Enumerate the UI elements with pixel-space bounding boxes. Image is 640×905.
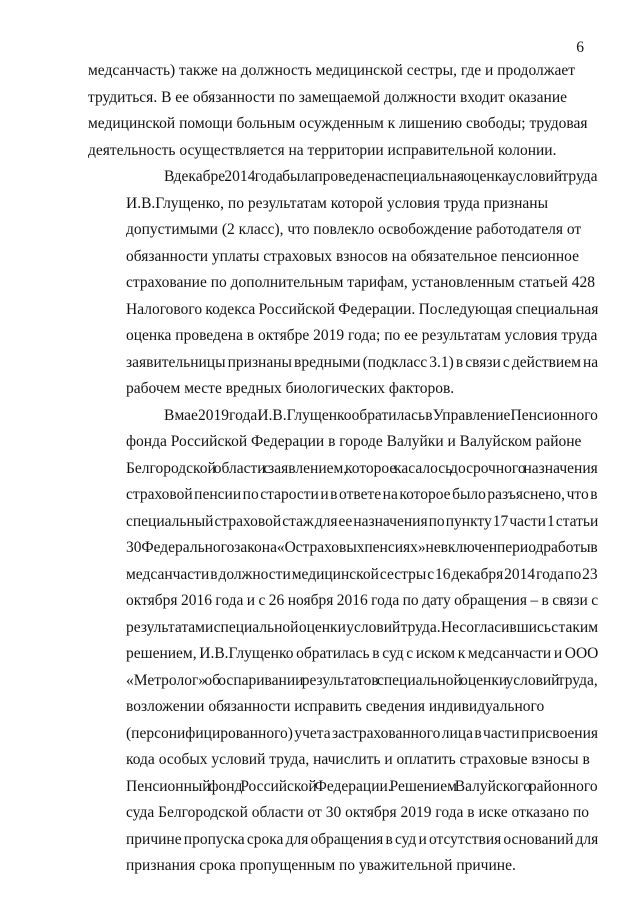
text-line: Пенсионный фонд Российской Федерации. Решением Валуйского районного [126, 777, 598, 795]
text-line: Налогового кодекса Российской Федерации. Последующая специальная [126, 300, 599, 318]
text-line: допустимыми (2 класс), что повлекло освобождение работодателя от [126, 221, 582, 238]
paragraph [88, 403, 598, 880]
text-line: оценка проведена в октябре 2019 года; по ее результатам условия труда [126, 327, 598, 344]
text-line: результатами специальной оценки условий труда. Не согласившись с таким [126, 618, 598, 636]
text-line: специальный страховой стаж для ее назначения по пункту 17 части 1 статьи [126, 512, 599, 530]
paragraph [88, 58, 598, 164]
text-line: заявительницы признаны вредными (подкласс 3.1) в связи с действием на [126, 353, 599, 371]
text-line: медсанчасти в должности медицинской сестры с 16 декабря 2014 года по 23 [126, 565, 598, 583]
text-line: медицинской помощи больным осужденным к лишению свободы; трудовая [88, 115, 588, 132]
text-line: страховой пенсии по старости и в ответе на которое было разъяснено, что в [126, 486, 598, 503]
text-line: возложении обязанности исправить сведения индивидуального [126, 698, 545, 715]
text-line: фонда Российской Федерации в городе Валуйки и Валуйском районе [126, 433, 582, 450]
text-line: решением, И.В.Глущенко обратилась в суд с иском к медсанчасти и ООО [126, 645, 599, 662]
text-line: (персонифицированного) учета застрахованного лица в части присвоения [126, 724, 599, 742]
text-line: страхование по дополнительным тарифам, установленным статьей 428 [126, 274, 596, 291]
text-line: трудиться. В ее обязанности по замещаемой должности входит оказание [88, 88, 568, 106]
document-body [88, 58, 598, 880]
paragraph [88, 164, 598, 403]
text-line: признания срока пропущенным по уважительной причине. [126, 857, 516, 874]
text-line: И.В.Глущенко, по результатам которой условия труда признаны [126, 194, 548, 212]
text-line: деятельность осуществляется на территории исправительной колонии. [88, 141, 557, 159]
text-line: причине пропуска срока для обращения в суд и отсутствия оснований для [126, 830, 599, 848]
text-line: октября 2016 года и с 26 ноября 2016 года по дату обращения – в связи с [126, 592, 599, 609]
text-line: медсанчасть) также на должность медицинской сестры, где и продолжает [88, 62, 575, 79]
text-line: рабочем месте вредных биологических факторов. [126, 380, 455, 397]
text-line: 30 Федерального закона «О страховых пенсиях» не включен период работы в [126, 539, 598, 556]
text-line: В мае 2019 года И.В.Глущенко обратилась в Управление Пенсионного [164, 406, 598, 424]
text-line: В декабре 2014 года была проведена специальная оценка условий труда [164, 168, 598, 185]
page-number: 6 [576, 39, 584, 56]
text-line: суда Белгородской области от 30 октября 2019 года в иске отказано по [126, 804, 590, 821]
text-line: «Метролог» об оспаривании результатов специальной оценки условий труда, [126, 671, 598, 689]
text-line: Белгородской области с заявлением, которое касалось досрочного назначения [126, 459, 598, 477]
text-line: обязанности уплаты страховых взносов на обязательное пенсионное [126, 247, 579, 265]
text-line: кода особых условий труда, начислить и оплатить страховые взносы в [126, 751, 590, 768]
